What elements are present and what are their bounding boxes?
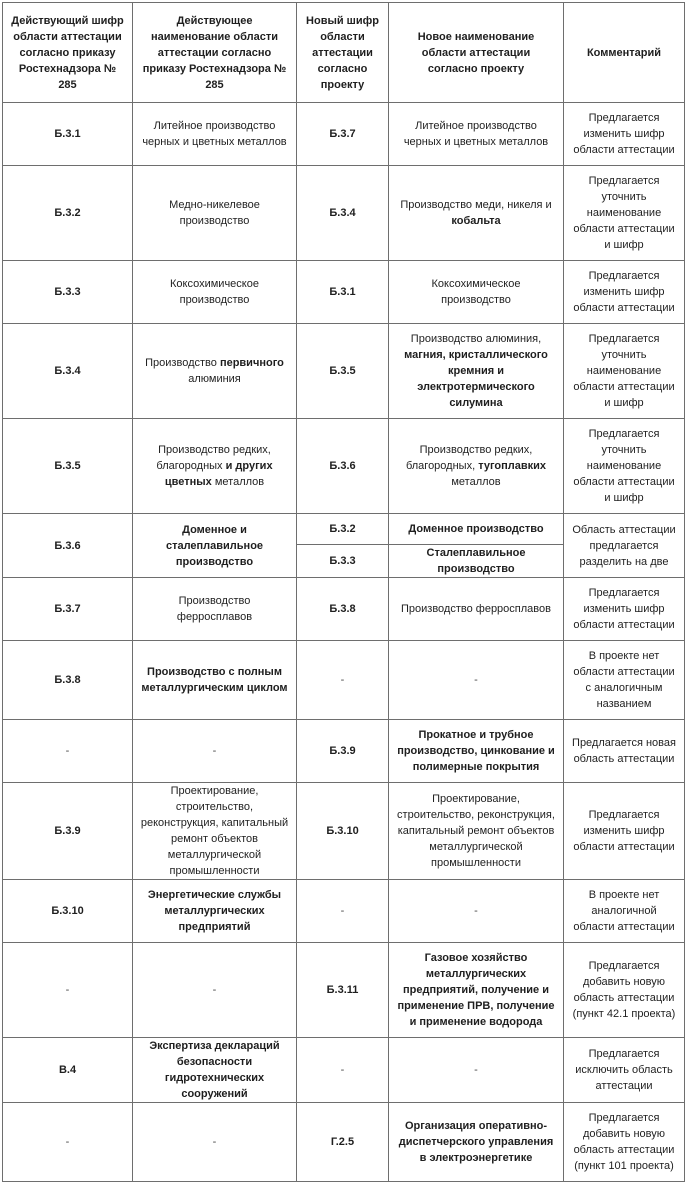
- new-name-cell: [389, 641, 564, 720]
- new-code-cell: -: [297, 641, 389, 720]
- old-name-text: -: [212, 984, 217, 996]
- new-code-cell: Б.3.6: [297, 419, 389, 514]
- new-code-cell: Б.3.5: [297, 324, 389, 419]
- old-name-text: -: [212, 745, 217, 757]
- old-name-text: Производство: [145, 357, 217, 369]
- old-name-bold-text: Экспертиза деклараций безопасности гидротехнических сооружений: [149, 1040, 280, 1100]
- new-code-cell: -: [297, 880, 389, 943]
- old-name-cell: [133, 943, 297, 1038]
- new-name-bold-text: Организация оперативно-диспетчерского управления в электроэнергетике: [398, 1120, 554, 1164]
- old-name-cell: Доменное и сталеплавильное производство: [133, 514, 297, 578]
- old-name-cell: [133, 324, 297, 419]
- old-name-text-tail: металлов: [214, 476, 265, 488]
- old-name-cell: [133, 578, 297, 641]
- old-name-bold-text: Энергетические службы металлургических предприятий: [147, 889, 282, 933]
- new-name-cell: [389, 419, 564, 514]
- new-code-cell: Б.3.4: [297, 166, 389, 261]
- table-row: [3, 943, 685, 1038]
- new-code-cell: Б.3.1: [297, 261, 389, 324]
- old-name-text: Производство редких, благородных: [156, 444, 271, 472]
- new-name-text: -: [474, 905, 478, 917]
- new-name-text: Литейное производство черных и цветных металлов: [403, 120, 549, 148]
- header-comment: Комментарий: [564, 3, 685, 103]
- old-name-text: -: [212, 1136, 217, 1148]
- old-code-cell: Б.3.5: [3, 419, 133, 514]
- new-name-bold-text: Газовое хозяйство металлургических предприятий, получение и применение ПРВ, получение и применение водорода: [397, 952, 555, 1028]
- header-old-name: Действующее наименование области аттестации согласно приказу Ростехнадзора № 285: [133, 3, 297, 103]
- new-name-cell: Доменное производство: [389, 514, 564, 545]
- new-code-cell: Б.3.11: [297, 943, 389, 1038]
- old-name-cell: [133, 880, 297, 943]
- new-code-cell: -: [297, 1038, 389, 1103]
- new-code-cell: Г.2.5: [297, 1103, 389, 1182]
- new-code-cell: Б.3.8: [297, 578, 389, 641]
- new-code-cell: Б.3.9: [297, 720, 389, 783]
- old-name-text-tail: алюминия: [188, 373, 241, 385]
- comment-cell: Предлагается добавить новую область аттестации (пункт 101 проекта): [564, 1103, 685, 1182]
- table-row: [3, 166, 685, 261]
- new-name-text: Производство алюминия,: [410, 333, 542, 345]
- comment-cell: Предлагается новая область аттестации: [564, 720, 685, 783]
- comment-cell: Предлагается исключить область аттестации: [564, 1038, 685, 1103]
- comment-cell: В проекте нет аналогичной области аттестации: [564, 880, 685, 943]
- comment-cell: Предлагается добавить новую область аттестации (пункт 42.1 проекта): [564, 943, 685, 1038]
- new-name-text: Производство ферросплавов: [401, 603, 551, 615]
- table-row: [3, 578, 685, 641]
- header-new-name: Новое наименование области аттестации согласно проекту: [389, 3, 564, 103]
- new-name-cell: [389, 783, 564, 880]
- new-name-text-tail: металлов: [451, 476, 501, 488]
- new-name-text: Производство редких, благородных,: [405, 444, 533, 472]
- new-name-cell: [389, 943, 564, 1038]
- old-name-bold-text: Производство с полным металлургическим циклом: [141, 666, 288, 694]
- comment-cell: Предлагается уточнить наименование области аттестации и шифр: [564, 419, 685, 514]
- comment-cell: Предлагается уточнить наименование области аттестации и шифр: [564, 166, 685, 261]
- attestation-table: [2, 2, 685, 1182]
- new-name-cell: [389, 880, 564, 943]
- old-code-cell: Б.3.3: [3, 261, 133, 324]
- old-name-cell: [133, 720, 297, 783]
- old-code-cell: Б.3.1: [3, 103, 133, 166]
- table-row: [3, 720, 685, 783]
- new-name-bold-text: Прокатное и трубное производство, цинкование и полимерные покрытия: [397, 729, 555, 773]
- comment-cell: Область аттестации предлагается разделить на две: [564, 514, 685, 578]
- old-code-cell: -: [3, 720, 133, 783]
- old-name-text: Коксохимическое производство: [170, 278, 259, 306]
- old-code-cell: Б.3.8: [3, 641, 133, 720]
- new-name-cell: [389, 578, 564, 641]
- old-name-text: Проектирование, строительство, реконструкция, капитальный ремонт объектов металлургической промышленности: [140, 785, 289, 877]
- old-name-bold-text: и других цветных: [164, 460, 273, 488]
- new-name-text: -: [474, 674, 478, 686]
- old-name-cell: [133, 641, 297, 720]
- new-code-cell: Б.3.3: [297, 545, 389, 578]
- table-row: [3, 1038, 685, 1103]
- old-code-cell: Б.3.6: [3, 514, 133, 578]
- table-row: [3, 261, 685, 324]
- old-code-cell: В.4: [3, 1038, 133, 1103]
- old-name-cell: [133, 261, 297, 324]
- new-name-cell: [389, 720, 564, 783]
- comment-cell: Предлагается изменить шифр области аттестации: [564, 261, 685, 324]
- new-name-cell: Сталеплавильное производство: [389, 545, 564, 578]
- old-name-cell: [133, 166, 297, 261]
- new-name-cell: [389, 324, 564, 419]
- header-new-code: Новый шифр области аттестации согласно проекту: [297, 3, 389, 103]
- new-name-cell: [389, 261, 564, 324]
- old-name-text: Медно-никелевое производство: [169, 199, 260, 227]
- old-code-cell: -: [3, 943, 133, 1038]
- table-row: [3, 514, 685, 545]
- table-header-row: [3, 3, 685, 103]
- old-name-cell: [133, 103, 297, 166]
- new-name-cell: [389, 166, 564, 261]
- comment-cell: В проекте нет области аттестации с аналогичным названием: [564, 641, 685, 720]
- new-name-cell: [389, 1038, 564, 1103]
- table-row: [3, 880, 685, 943]
- old-name-text: Производство ферросплавов: [176, 595, 253, 623]
- comment-cell: Предлагается изменить шифр области аттестации: [564, 578, 685, 641]
- table-row: [3, 641, 685, 720]
- new-name-text: Коксохимическое производство: [431, 278, 521, 306]
- new-name-text: Проектирование, строительство, реконструкция, капитальный ремонт объектов металлургической промышленности: [397, 793, 555, 869]
- old-code-cell: -: [3, 1103, 133, 1182]
- comment-cell: Предлагается уточнить наименование области аттестации и шифр: [564, 324, 685, 419]
- new-code-cell: Б.3.7: [297, 103, 389, 166]
- comment-cell: Предлагается изменить шифр области аттестации: [564, 783, 685, 880]
- old-code-cell: Б.3.10: [3, 880, 133, 943]
- new-name-cell: [389, 103, 564, 166]
- table-row: [3, 419, 685, 514]
- new-name-bold-text: тугоплавких: [478, 460, 547, 472]
- old-name-bold-text: первичного: [219, 357, 284, 369]
- new-code-cell: Б.3.2: [297, 514, 389, 545]
- new-name-cell: [389, 1103, 564, 1182]
- new-name-text: Производство меди, никеля и: [400, 199, 552, 211]
- table-row: [3, 324, 685, 419]
- old-code-cell: Б.3.7: [3, 578, 133, 641]
- header-old-code: Действующий шифр области аттестации согласно приказу Ростехнадзора № 285: [3, 3, 133, 103]
- old-code-cell: Б.3.4: [3, 324, 133, 419]
- old-code-cell: Б.3.9: [3, 783, 133, 880]
- old-name-cell: [133, 1103, 297, 1182]
- new-name-bold-text: магния, кристаллического кремния и электротермического силумина: [404, 349, 548, 409]
- table-row: [3, 783, 685, 880]
- new-name-bold-text: кобальта: [451, 215, 501, 227]
- old-name-cell: [133, 783, 297, 880]
- old-code-cell: Б.3.2: [3, 166, 133, 261]
- old-name-cell: [133, 1038, 297, 1103]
- comment-cell: Предлагается изменить шифр области аттестации: [564, 103, 685, 166]
- old-name-cell: [133, 419, 297, 514]
- new-code-cell: Б.3.10: [297, 783, 389, 880]
- table-row: [3, 1103, 685, 1182]
- table-row: [3, 103, 685, 166]
- old-name-text: Литейное производство черных и цветных металлов: [142, 120, 287, 148]
- new-name-text: -: [474, 1064, 478, 1076]
